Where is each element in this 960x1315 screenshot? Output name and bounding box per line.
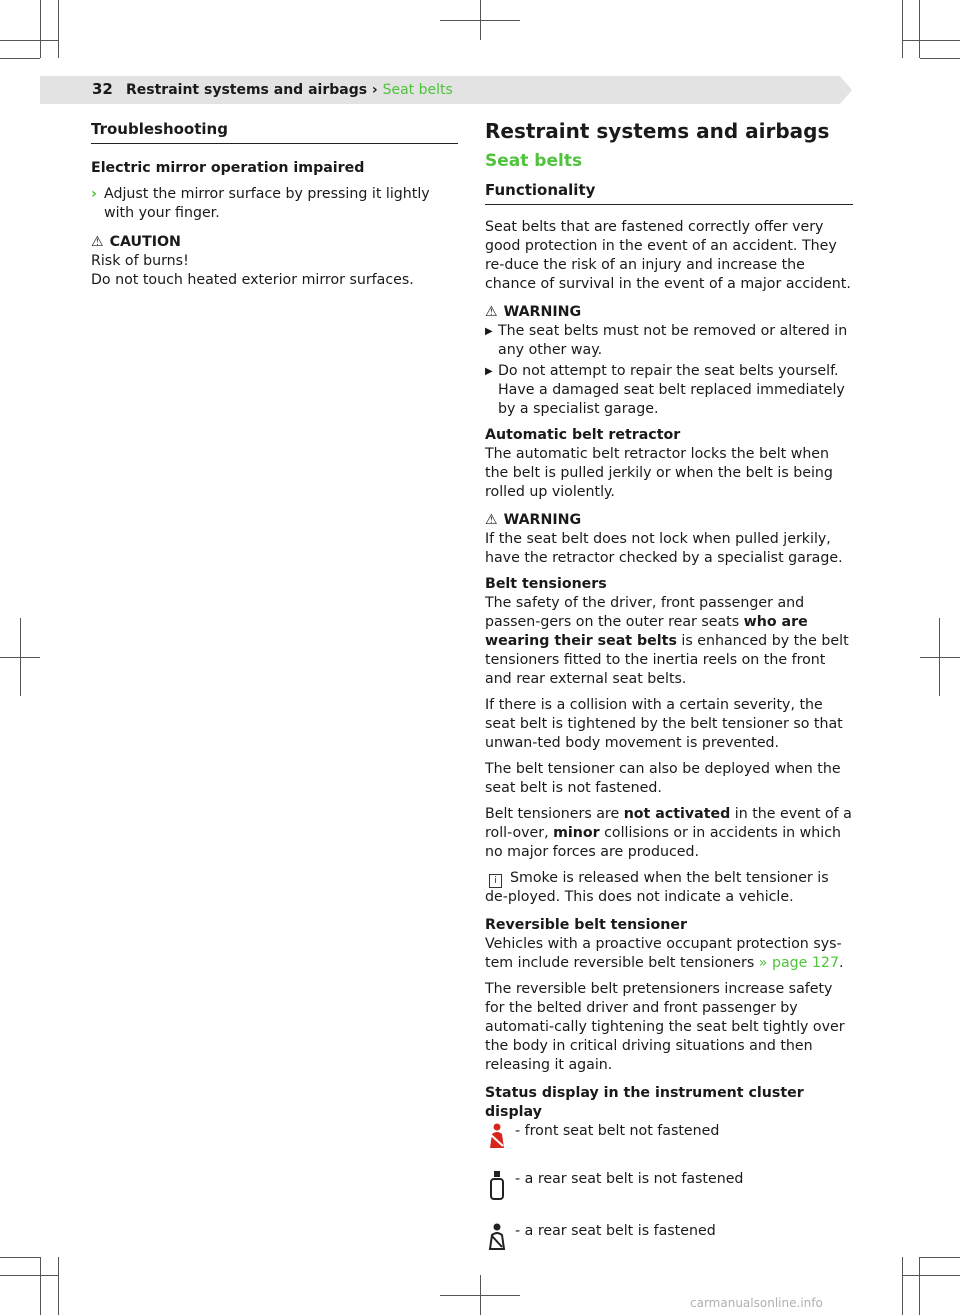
warning-triangle-icon: ⚠ [485,304,498,320]
page-link[interactable]: » page 127 [758,955,839,971]
functionality-heading: Functionality [485,181,853,205]
caution-line: Risk of burns! [91,253,189,269]
warning-heading: ⚠ WARNING [485,304,582,320]
crop-mark [919,0,920,58]
list-item [485,362,853,419]
deploy-paragraph: The belt tensioner can also be deployed when the seat belt is not fastened. [485,761,841,796]
not-activated-paragraph: Belt tensioners are not activated in the event of a roll-over, minor collisions or in accidents in which no major forces are produced. [485,806,852,860]
crop-mark [919,1257,920,1315]
info-icon: i [489,874,502,888]
status-heading: Status display in the instrument cluster display [485,1085,804,1120]
smoke-note: i Smoke is released when the belt tensioner is de-ployed. This does not indicate a vehicle. [485,870,829,905]
caution-line: Do not touch heated exterior mirror surfaces. [91,272,414,288]
breadcrumb [126,82,453,98]
breadcrumb-chapter[interactable]: Restraint systems and airbags [126,82,368,98]
crop-mark [0,1275,58,1276]
intro-paragraph: Seat belts that are fastened correctly offer very good protection in the event of an accident. They re-duce the risk of an injury and increase the chance of survival in the event of a major accident. [485,219,851,292]
mirror-subheading: Electric mirror operation impaired [91,160,365,176]
section-title: Seat belts [485,151,583,171]
crop-mark [902,40,960,41]
crop-mark [0,58,40,59]
crop-mark [20,618,21,696]
crop-mark [480,0,481,40]
troubleshooting-heading: Troubleshooting [91,120,458,144]
list-item-text: Adjust the mirror surface by pressing it lightly with your finger. [104,186,430,221]
pretensioner-paragraph: The reversible belt pretensioners increase safety for the belted driver and front passenger by automati-cally tightening the seat belt tightly over the body in critical driving situations and then releasing it again. [485,981,845,1073]
collision-paragraph: If there is a collision with a certain severity, the seat belt is tightened by the belt tensioner so that unwan-ted body movement is prevented. [485,697,843,751]
status-item: - a rear seat belt is not fastened [485,1170,853,1208]
reversible-paragraph: Vehicles with a proactive occupant protection sys-tem include reversible belt tensioners » page 127. [485,936,844,971]
crop-mark [902,1257,903,1315]
crop-mark [902,1275,960,1276]
warning-paragraph: If the seat belt does not lock when pulled jerkily, have the retractor checked by a specialist garage. [485,531,843,566]
rear-seat-empty-icon [485,1170,515,1208]
right-column [485,118,853,1272]
warning-heading: ⚠ WARNING [485,512,582,528]
crop-mark [920,657,960,658]
list-item [91,185,458,223]
triangle-bullet-icon: ▶ [485,366,493,377]
warning-triangle-icon: ⚠ [485,512,498,528]
crop-mark [920,1257,960,1258]
tensioners-heading: Belt tensioners [485,576,607,592]
crop-mark [939,618,940,696]
retractor-heading: Automatic belt retractor [485,427,681,443]
crop-mark [480,1275,481,1315]
rear-seat-fastened-icon [485,1222,515,1258]
status-item: - a rear seat belt is fastened [485,1222,853,1258]
list-item-text: Do not attempt to repair the seat belts yourself. Have a damaged seat belt replaced immediately by a specialist garage. [498,363,845,417]
triangle-bullet-icon: ▶ [485,326,493,337]
breadcrumb-separator: › [367,82,383,98]
left-column [91,120,458,290]
header-band-arrow [840,76,852,104]
list-item [485,322,853,360]
crop-mark [40,0,41,58]
watermark: carmanualsonline.info [690,1296,823,1310]
status-item: - front seat belt not fastened [485,1122,853,1156]
retractor-paragraph: The automatic belt retractor locks the belt when the belt is pulled jerkily or when the belt is being rolled up violently. [485,446,833,500]
crop-mark [902,0,903,58]
crop-mark [0,40,58,41]
warning-triangle-icon: ⚠ [91,234,104,250]
caution-box [91,233,458,290]
chapter-title: Restraint systems and airbags [485,119,830,143]
crop-mark [0,1257,40,1258]
seatbelt-warning-red-icon [485,1122,515,1156]
tensioners-paragraph: The safety of the driver, front passenger and passen-gers on the outer rear seats who are wearing their seat belts is enhanced by the belt tensioners fitted to the inertia reels on the front and rear external seat belts. [485,595,849,687]
crop-mark [58,1257,59,1315]
reversible-heading: Reversible belt tensioner [485,917,687,933]
crop-mark [920,58,960,59]
caution-title: CAUTION [109,234,181,250]
crop-mark [40,1257,41,1315]
list-item-text: The seat belts must not be removed or altered in any other way. [498,323,848,358]
page-number: 32 [92,80,113,98]
chevron-right-icon: › [91,186,97,202]
crop-mark [58,0,59,58]
breadcrumb-current[interactable]: Seat belts [382,82,453,98]
